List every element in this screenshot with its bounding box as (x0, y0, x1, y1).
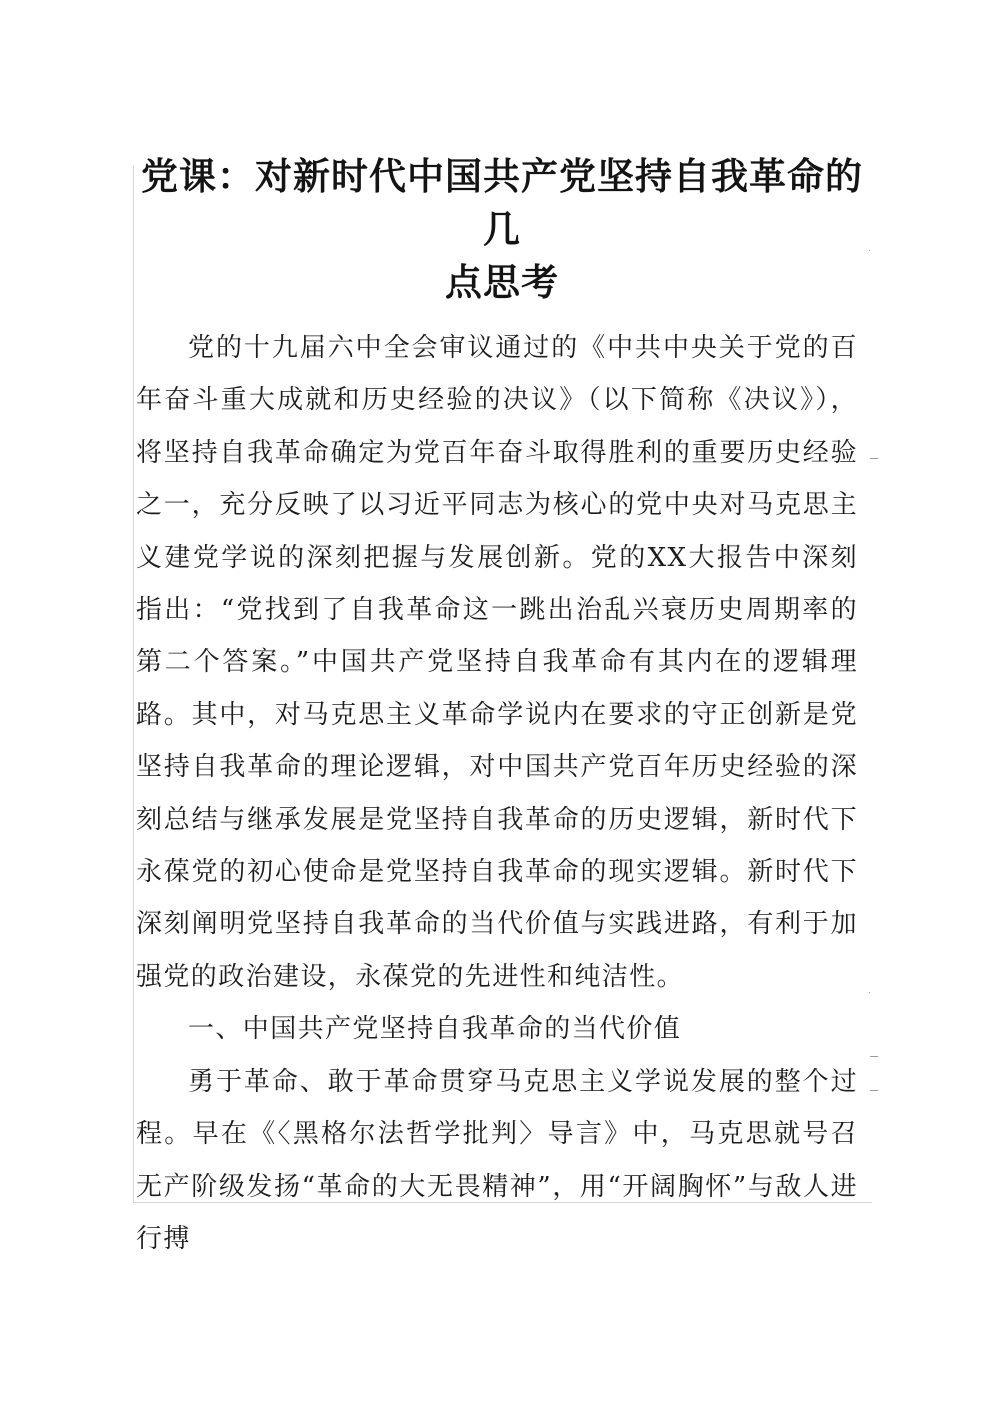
paragraph-section-1: 勇于革命、敢于革命贯穿马克思主义学说发展的整个过程。早在《〈黑格尔法哲学批判〉导言》中，马克思就号召无产阶级发扬“革命的大无畏精神”，用“开阔胸怀”与敌人进行搏 (136, 1066, 858, 1254)
margin-dot (869, 250, 870, 251)
paragraph-mark (870, 1056, 878, 1057)
title-line-2: 点思考 (445, 261, 559, 304)
paragraph-intro: 党的十九届六中全会审议通过的《中共中央关于党的百年奋斗重大成就和历史经验的决议》（以下简称《决议》），将坚持自我革命确定为党百年奋斗取得胜利的重要历史经验之一，充分反映了以习近平同志为核心的党中央对马克思主义建党学说的深刻把握与发展创新。党的XX大报告中深刻指出：“党找到了自我革命这一跳出治乱兴衰历史周期率的第二个答案。”中国共产党坚持自我革命有其内在的逻辑理路。其中，对马克思主义革命学说内在要求的守正创新是党坚持自我革命的理论逻辑，对中国共产党百年历史经验的深刻总结与继承发展是党坚持自我革命的历史逻辑，新时代下永葆党的初心使命是党坚持自我革命的现实逻辑。新时代下深刻阐明党坚持自我革命的当代价值与实践进路，有利于加强党的政治建设，永葆党的先进性和纯洁性。 (136, 333, 858, 992)
margin-dot (869, 992, 870, 993)
section-heading-1: 一、中国共产党坚持自我革命的当代价值 (188, 1014, 682, 1045)
paragraph-mark (870, 1090, 878, 1091)
document-title (133, 150, 871, 309)
title-line-1: 党课：对新时代中国共产党坚持自我革命的几 (141, 155, 863, 251)
document-body (136, 322, 858, 1265)
paragraph-mark (870, 458, 878, 459)
